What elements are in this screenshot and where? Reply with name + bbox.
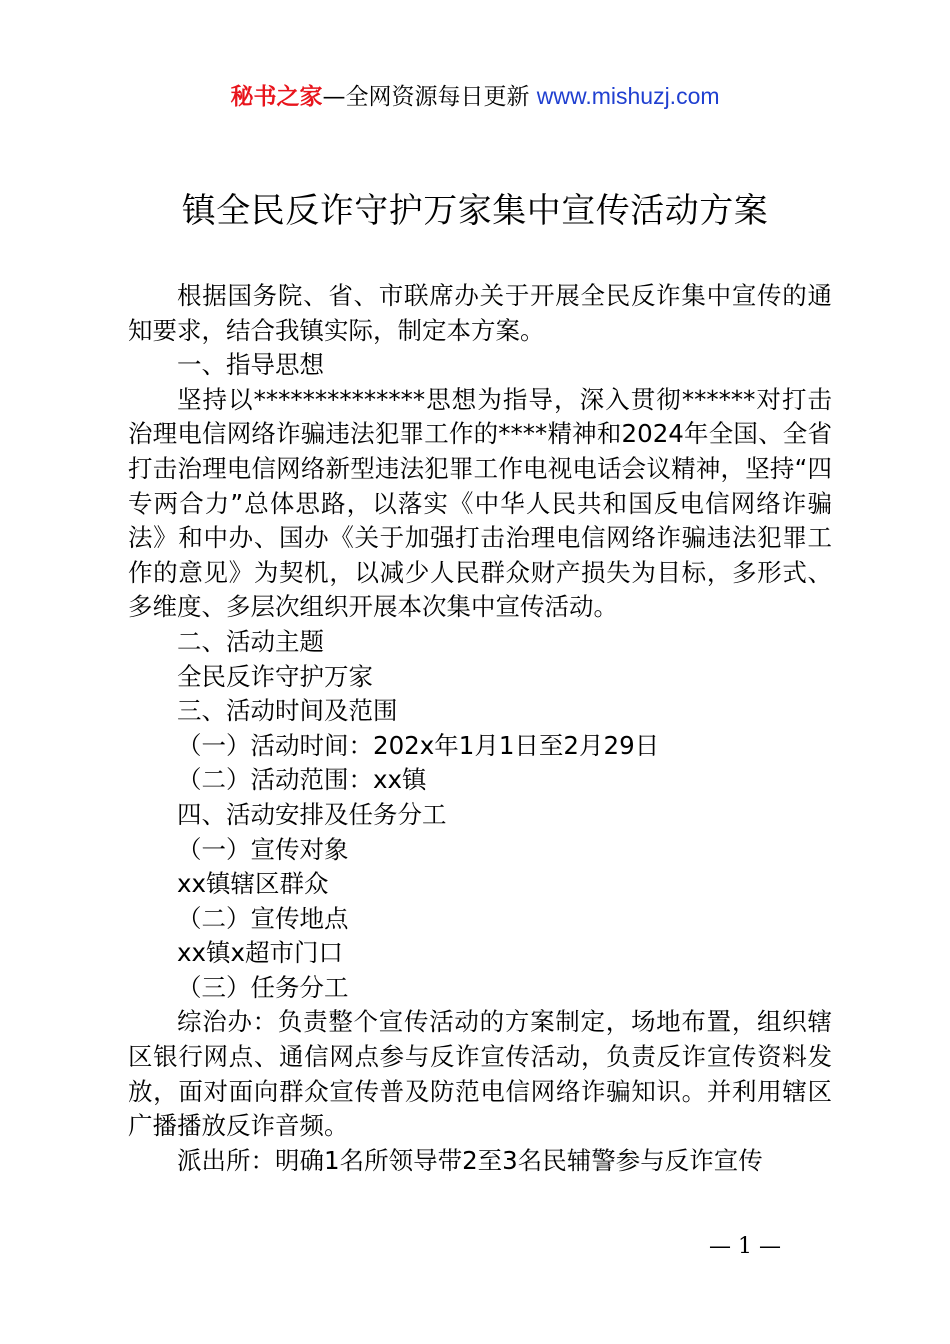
paragraph-location: xx镇x超市门口 [177,938,343,968]
paragraph-guiding-thought: 坚持以**************思想为指导，深入贯彻******对打击治理电信网络诈骗违法犯罪工作的****精神和2024年全国、全省打击治理电信网络新型违法犯罪工作电视电话会议精神，坚持“四专两合力”总体思路，以落实《中华人民共和国反电信网络诈骗法》和中办、国办《关于加强打击治理电信网络诈骗违法犯罪工作的意见》为契机，以减少人民群众财产损失为目标，多形式、多维度、多层次组织开展本次集中宣传活动。 [128,384,832,622]
site-url-link[interactable]: www.mishuzj.com [536,83,720,109]
section-heading: 二、活动主题 [177,626,324,656]
section-heading: 四、活动安排及任务分工 [177,799,447,829]
document-title: 镇全民反诈守护万家集中宣传活动方案 [181,191,769,231]
subsection-heading: （三）任务分工 [177,972,349,1002]
section-heading: 三、活动时间及范围 [177,696,398,726]
paragraph-task-police: 派出所：明确1名所领导带2至3名民辅警参与反诈宣传 [177,1145,763,1175]
paragraph-activity-scope: （二）活动范围：xx镇 [177,765,427,795]
document-body [128,279,832,1178]
paragraph-task-office: 综治办：负责整个宣传活动的方案制定，场地布置，组织辖区银行网点、通信网点参与反诈宣传活动，负责反诈宣传资料发放，面对面向群众宣传普及防范电信网络诈骗知识。并利用辖区广播播放反诈音频。 [128,1007,832,1141]
subsection-heading: （二）宣传地点 [177,903,349,933]
page-number: — 1 — [709,1234,781,1259]
paragraph-intro: 根据国务院、省、市联席办关于开展全民反诈集中宣传的通知要求，结合我镇实际，制定本方案。 [128,281,832,345]
paragraph-audience: xx镇辖区群众 [177,869,329,899]
subsection-heading: （一）宣传对象 [177,834,349,864]
paragraph-theme: 全民反诈守护万家 [177,661,373,691]
site-brand: 秘书之家 [230,84,323,110]
site-tagline: —全网资源每日更新 [322,84,530,110]
site-header [0,80,950,113]
section-heading: 一、指导思想 [177,350,324,380]
paragraph-activity-time: （一）活动时间：202x年1月1日至2月29日 [177,730,660,760]
